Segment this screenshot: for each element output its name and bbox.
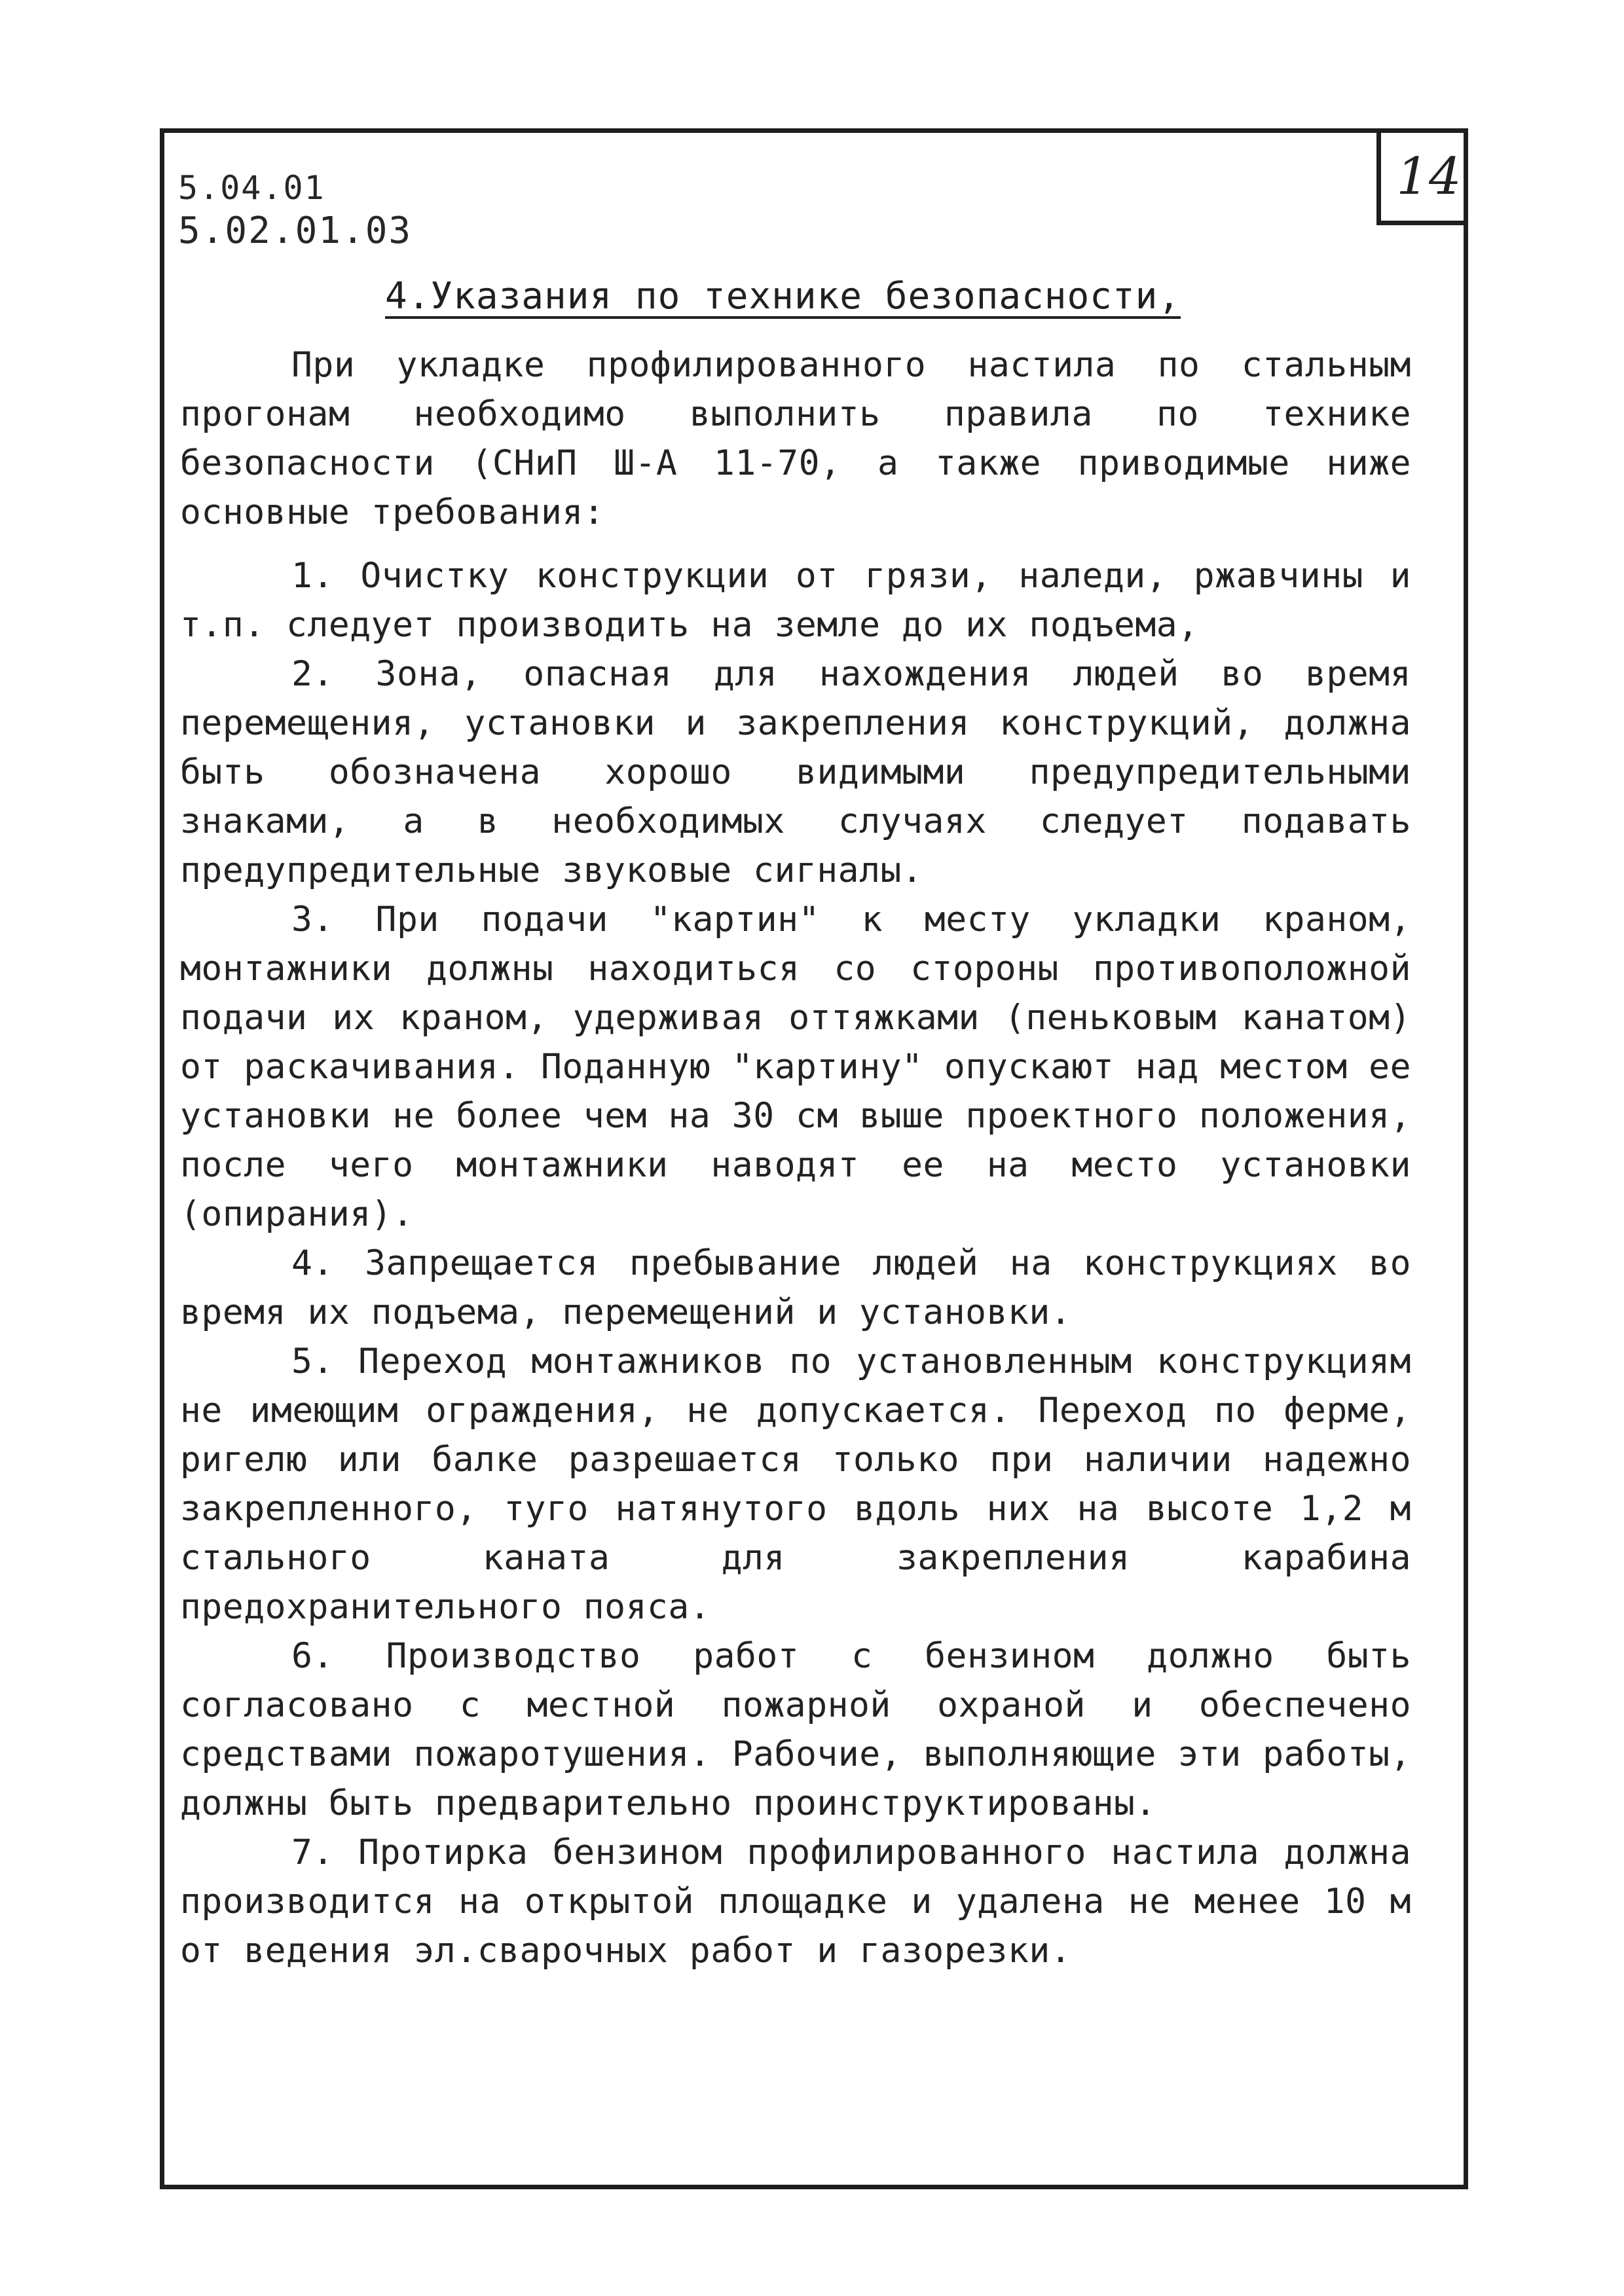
section-heading: 4.Указания по технике безопасности, bbox=[385, 275, 1181, 318]
list-item: 7. Протирка бензином профилированного настила должна производится на открытой площадке и удалена не менее 10 м от ведения эл.сварочных работ и газорезки. bbox=[180, 1832, 1411, 1971]
document-body bbox=[180, 340, 1411, 1975]
list-item: 3. При подачи "картин" к месту укладки краном, монтажники должны находиться со стороны противоположной подачи их краном, удерживая оттяжками (пеньковым канатом) от раскачивания. Поданную "картину" опускают над местом ее установки не более чем на 30 см выше проектного положения, после чего монтажники наводят ее на место установки (опирания). bbox=[180, 900, 1411, 1234]
list-item: 4. Запрещается пребывание людей на конструкциях во время их подъема, перемещений и установки. bbox=[180, 1243, 1411, 1332]
document-code-handwritten: 5.04.01 bbox=[178, 169, 325, 207]
list-item: 2. Зона, опасная для нахождения людей во время перемещения, установки и закрепления конструкций, должна быть обозначена хорошо видимыми предупредительными знаками, а в необходимых случаях следует подавать предупредительные звуковые сигналы. bbox=[180, 654, 1411, 890]
document-code: 5.02.01.03 bbox=[178, 210, 413, 252]
sheet-number: 14 bbox=[1396, 147, 1462, 206]
intro-paragraph: При укладке профилированного настила по стальным прогонам необходимо выполнить правила по технике безопасности (СНиП Ш-А 11-70, а также приводимые ниже основные требования: bbox=[180, 345, 1411, 532]
list-item: 1. Очистку конструкции от грязи, наледи, ржавчины и т.п. следует производить на земле до их подъема, bbox=[180, 556, 1411, 645]
list-item: 6. Производство работ с бензином должно быть согласовано с местной пожарной охраной и обеспечено средствами пожаротушения. Рабочие, выполняющие эти работы, должны быть предварительно проинструктированы. bbox=[180, 1636, 1411, 1823]
list-item: 5. Переход монтажников по установленным конструкциям не имеющим ограждения, не допускается. Переход по ферме, ригелю или балке разрешается только при наличии надежно закрепленного, туго натянутого вдоль них на высоте 1,2 м стального каната для закрепления карабина предохранительного пояса. bbox=[180, 1341, 1411, 1627]
